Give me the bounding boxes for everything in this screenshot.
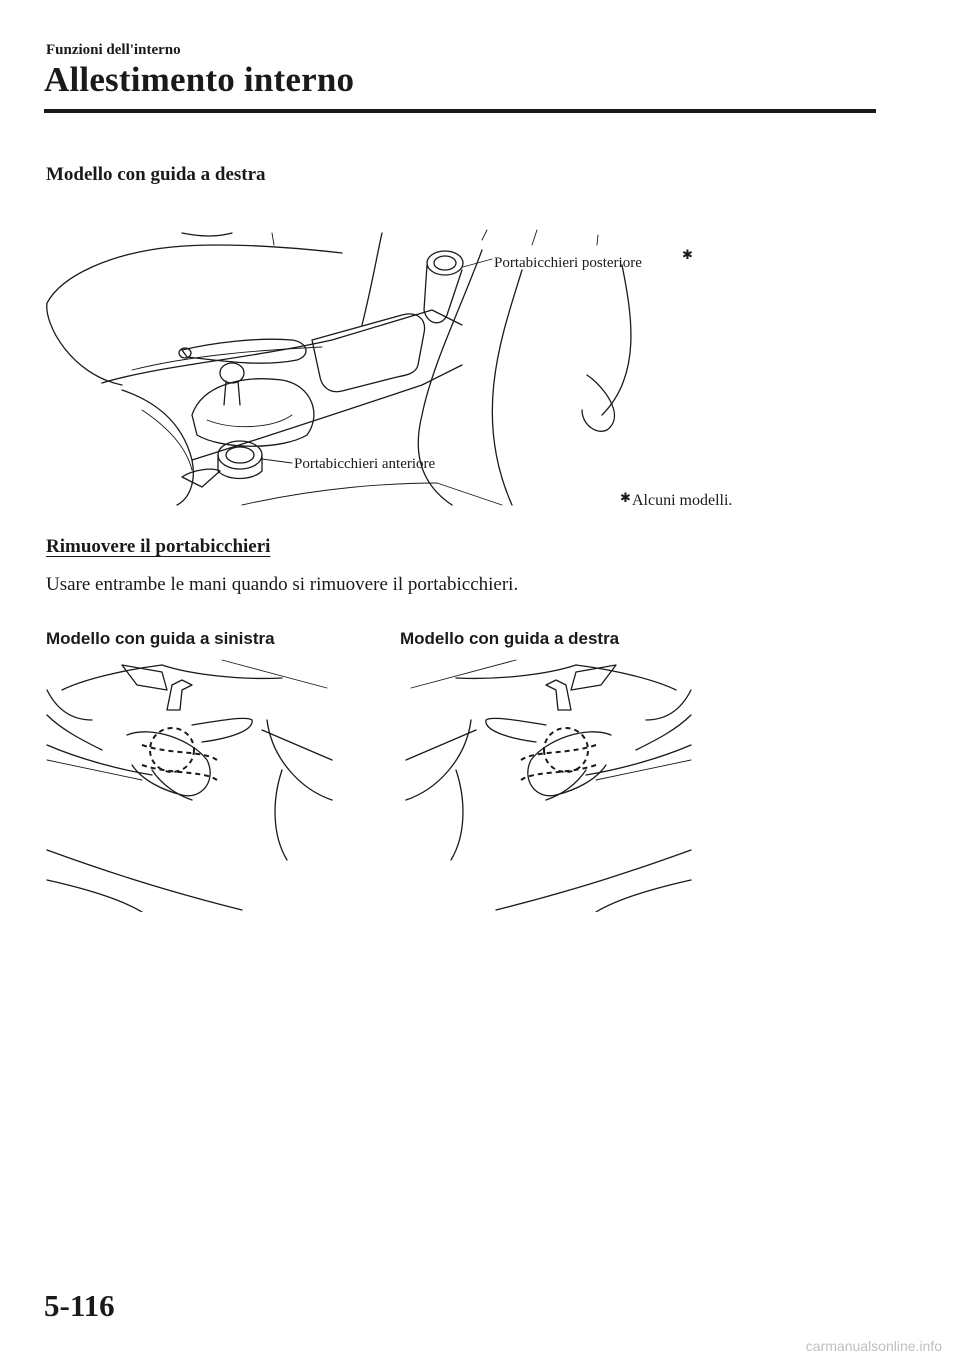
label-front-cup-holder: Portabicchieri anteriore xyxy=(294,456,436,472)
page-title: Allestimento interno xyxy=(44,60,355,99)
subheading-remove-cup-holder: Rimuovere il portabicchieri xyxy=(46,536,271,557)
footnote-asterisk: ✱ xyxy=(620,490,631,505)
removal-illustration-left-hand-drive xyxy=(42,650,342,912)
footnote-some-models: Alcuni modelli. xyxy=(632,492,733,509)
caption-right-hand-drive: Modello con guida a destra xyxy=(400,629,620,648)
page-number: 5-116 xyxy=(44,1288,115,1323)
caption-left-hand-drive: Modello con guida a sinistra xyxy=(46,629,275,648)
section-label: Funzioni dell'interno xyxy=(46,42,181,58)
console-cup-holders-illustration xyxy=(42,215,772,520)
body-text: Usare entrambe le mani quando si rimuovere il portabicchieri. xyxy=(46,574,519,595)
removal-illustration-right-hand-drive xyxy=(396,650,696,912)
label-rear-cup-holder: Portabicchieri posteriore xyxy=(494,255,642,271)
subheading-right-hand-drive: Modello con guida a destra xyxy=(46,164,266,185)
asterisk-mark: ✱ xyxy=(682,247,693,262)
title-rule xyxy=(44,109,876,113)
watermark: carmanualsonline.info xyxy=(805,1338,942,1354)
